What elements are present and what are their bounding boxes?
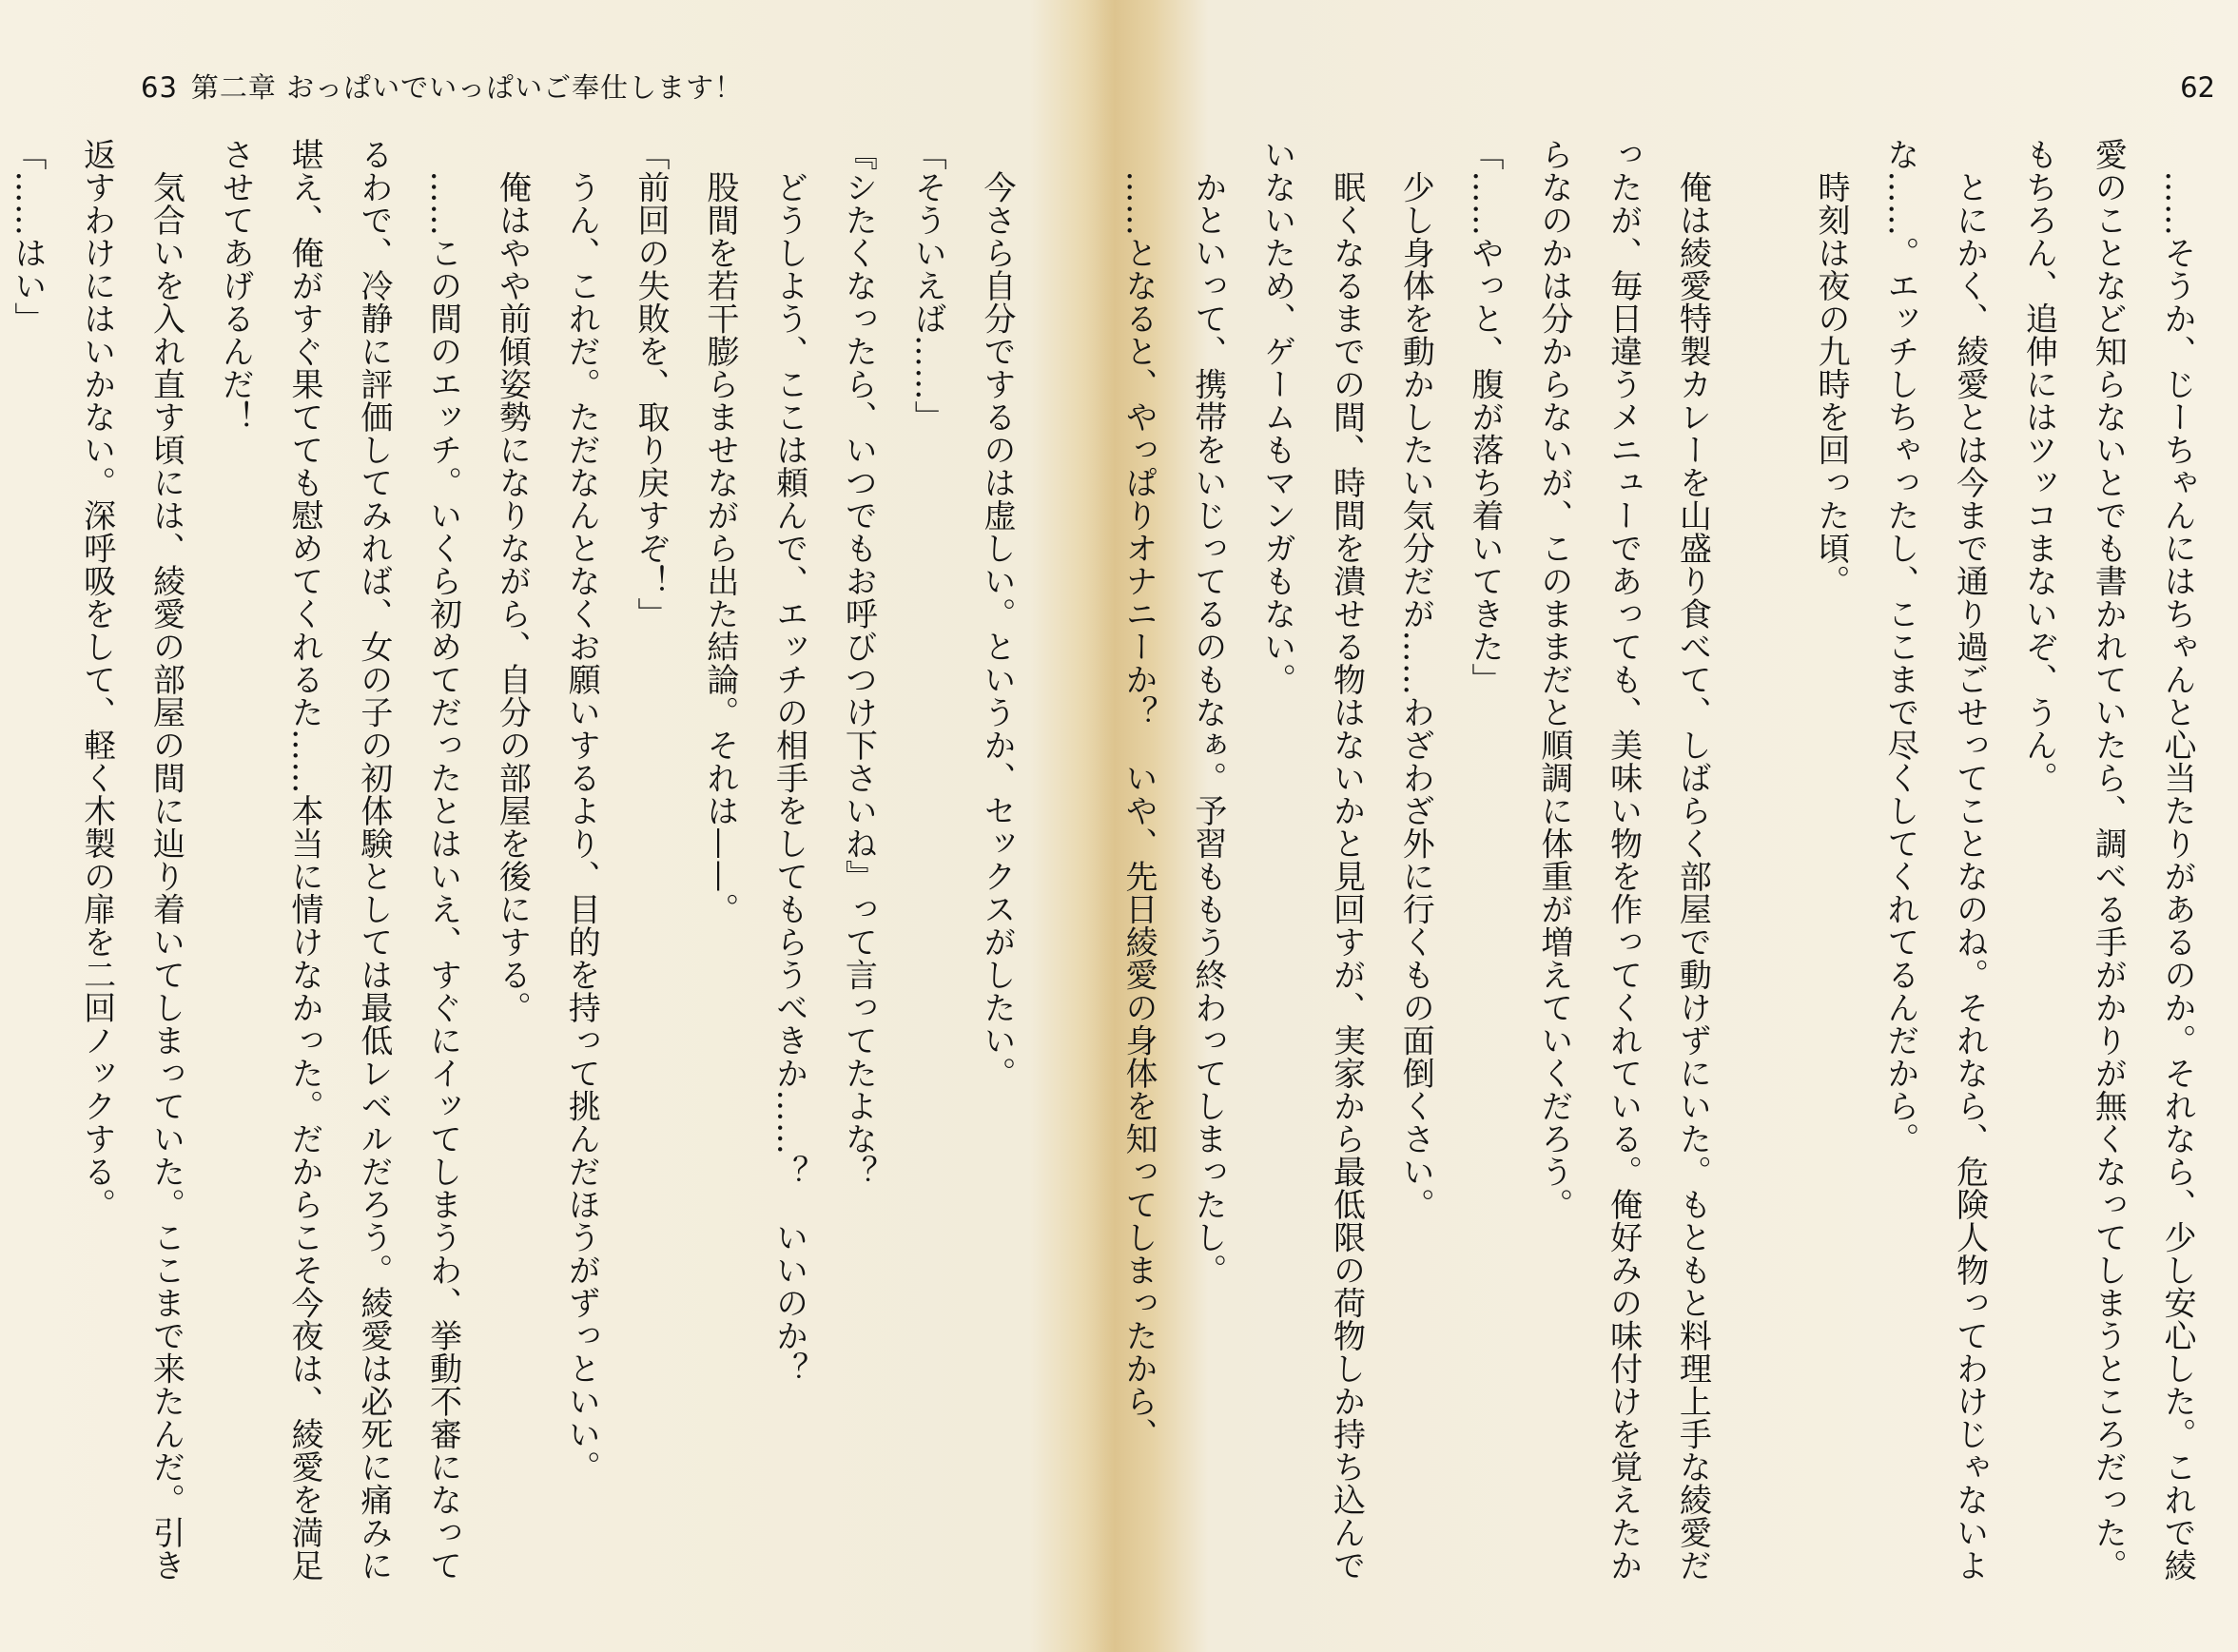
dialogue-line: 「……やっと、腹が落ち着いてきた」: [1466, 138, 1505, 696]
paragraph: 時刻は夜の九時を回った頃。: [1812, 138, 1851, 597]
dialogue-line: 「そういえば……」: [908, 138, 947, 434]
right-page: [1119, 0, 2238, 1652]
left-page-text: [8, 138, 1031, 1612]
paragraph: 俺は綾愛特製カレーを山盛り食べて、しばらく部屋で動けずにいた。もともと料理上手な綾愛だったが、毎日違うメニューであっても、美味い物を作ってくれている。俺好みの味付けを覚えたからなのかは分からないが、このままだと順調に体重が増えていくだろう。: [1534, 138, 1712, 1582]
running-head: [141, 70, 743, 105]
paragraph: 少し身体を動かしたい気分だが……わざわざ外に行くもの面倒くさい。: [1396, 138, 1435, 1221]
paragraph: うん、これだ。ただなんとなくお願いするより、目的を持って挑んだほうがずっといい。: [562, 138, 601, 1484]
paragraph: 股間を若干膨らませながら出た結論。それは——。: [700, 138, 739, 925]
paragraph: とにかく、綾愛とは今まで通り過ごせってことなのね。それなら、危険人物ってわけじゃないよな……。エッチしちゃったし、ここまで尽くしてくれてるんだから。: [1880, 138, 1989, 1582]
paragraph: ……そうか、じーちゃんにはちゃんと心当たりがあるのか。それなら、少し安心した。これで綾愛のことなど知らないとでも書かれていたら、調べる手がかりが無くなってしまうところだった。もちろん、追伸にはツッコまないぞ、うん。: [2019, 138, 2196, 1582]
paragraph: ……となると、やっぱりオナニーか？ いや、先日綾愛の身体を知ってしまったから、: [1119, 138, 1158, 1450]
paragraph: 今さら自分でするのは虚しい。というか、セックスがしたい。: [978, 138, 1016, 1090]
paragraph: 気合いを入れ直す頃には、綾愛の部屋の間に辿り着いてしまっていた。ここまで来たんだ。引き返すわけにはいかない。深呼吸をして、軽く木製の扉を二回ノックする。: [77, 138, 185, 1582]
left-page: [0, 0, 1113, 1652]
paragraph: 眠くなるまでの間、時間を潰せる物はないかと見回すが、実家から最低限の荷物しか持ち込んでいないため、ゲームもマンガもない。: [1257, 138, 1366, 1582]
page-number-left: 63: [141, 71, 178, 104]
paragraph: ……この間のエッチ。いくら初めてだったとはいえ、すぐにイッてしまうわ、挙動不審になってるわで、冷静に評価してみれば、女の子の初体験としては最低レベルだろう。綾愛は必死に痛みに堪え、俺がすぐ果てても慰めてくれるた……本当に情けなかった。だからこそ今夜は、綾愛を満足させてあげるんだ！: [216, 138, 462, 1582]
dialogue-line: 「前回の失敗を、取り戻すぞ！」: [632, 138, 671, 631]
paragraph: 俺はやや前傾姿勢になりながら、自分の部屋を後にする。: [493, 138, 532, 1024]
paragraph: どうしよう、ここは頼んで、エッチの相手をしてもらうべきか……？ いいのか？: [769, 138, 808, 1385]
chapter-title: 第二章 おっぱいでいっぱいご奉仕します！: [190, 71, 744, 104]
paragraph: かといって、携帯をいじってるのもなぁ。予習ももう終わってしまったし。: [1188, 138, 1227, 1287]
dialogue-line: 「……はい」: [8, 138, 47, 335]
right-page-text: [1119, 138, 2211, 1612]
page-number-right: 62: [2180, 71, 2215, 104]
dialogue-line: 『シたくなったら、いつでもお呼びつけ下さいね』って言ってたよな？: [839, 138, 878, 1188]
